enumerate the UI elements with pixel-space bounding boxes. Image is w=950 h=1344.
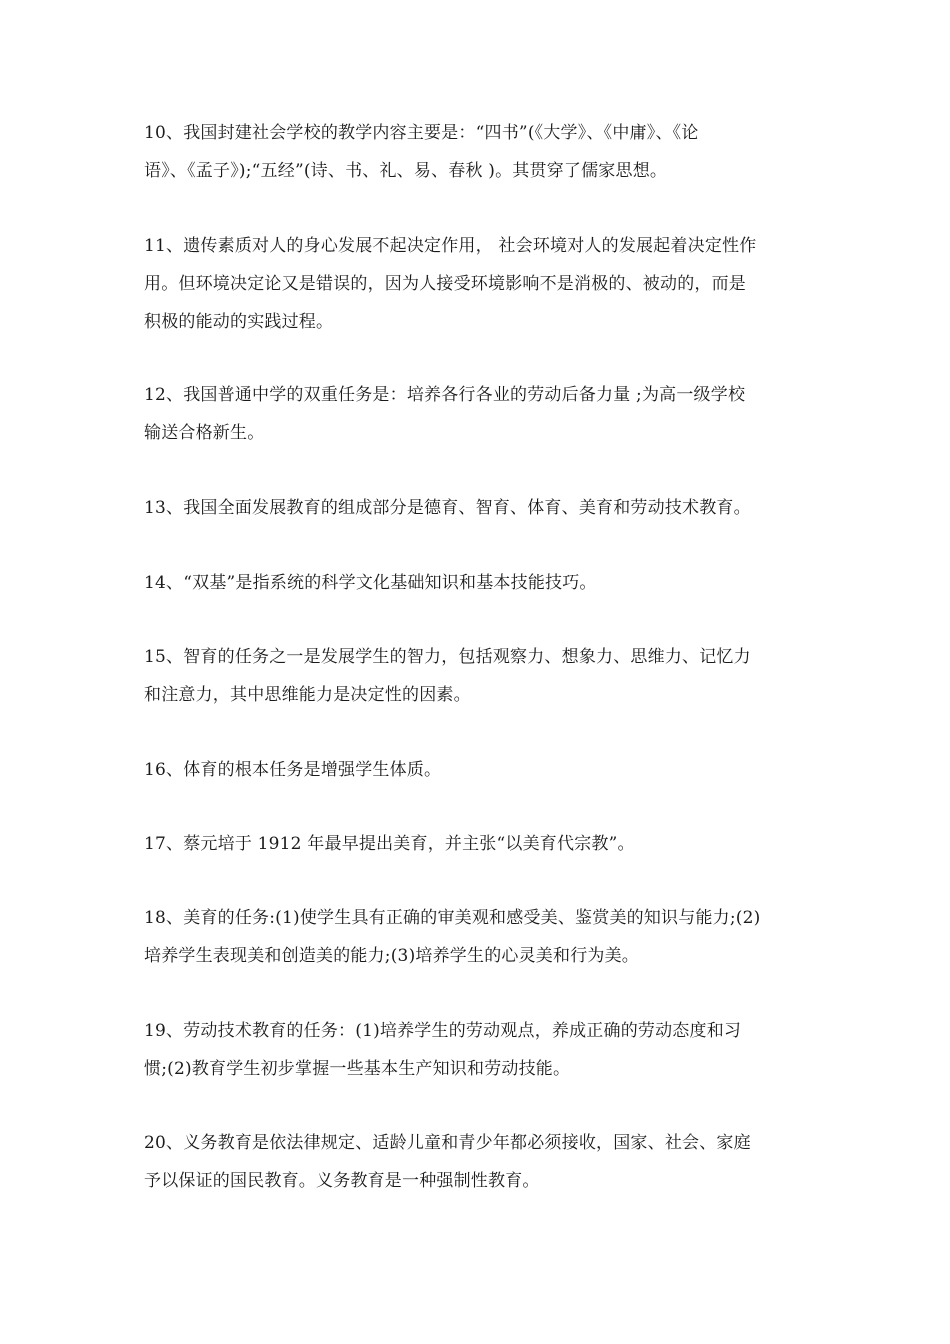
paragraph-line: 12、我国普通中学的双重任务是：培养各行各业的劳动后备力量 ;为高一级学校 xyxy=(144,385,746,405)
paragraph-line: 20、义务教育是依法律规定、适龄儿童和青少年都必须接收，国家、社会、家庭 xyxy=(144,1133,751,1153)
paragraph-11 xyxy=(144,227,816,341)
paragraph-line: 16、体育的根本任务是增强学生体质。 xyxy=(144,760,442,780)
paragraph-line: 予以保证的国民教育。义务教育是一种强制性教育。 xyxy=(144,1171,540,1191)
paragraph-line: 13、我国全面发展教育的组成部分是德育、智育、体育、美育和劳动技术教育。 xyxy=(144,498,751,518)
paragraph-line: 15、智育的任务之一是发展学生的智力，包括观察力、想象力、思维力、记忆力 xyxy=(144,647,751,667)
paragraph-14 xyxy=(144,564,816,602)
paragraph-line: 语》、《孟子》);“五经”(诗、书、礼、易、春秋 )。其贯穿了儒家思想。 xyxy=(144,161,668,181)
paragraph-line: 用。但环境决定论又是错误的，因为人接受环境影响不是消极的、被动的，而是 xyxy=(144,274,746,294)
paragraph-line: 输送合格新生。 xyxy=(144,423,265,443)
paragraph-19 xyxy=(144,1012,816,1088)
paragraph-10 xyxy=(144,114,816,190)
paragraph-12 xyxy=(144,376,816,452)
paragraph-line: 惯;(2)教育学生初步掌握一些基本生产知识和劳动技能。 xyxy=(144,1059,571,1079)
paragraph-line: 10、我国封建社会学校的教学内容主要是：“四书”(《大学》、《中庸》、《论 xyxy=(144,123,699,143)
paragraph-15 xyxy=(144,638,816,714)
paragraph-line: 积极的能动的实践过程。 xyxy=(144,312,334,332)
paragraph-line: 14、“双基”是指系统的科学文化基础知识和基本技能技巧。 xyxy=(144,573,597,593)
paragraph-20 xyxy=(144,1124,816,1200)
paragraph-line: 18、美育的任务:(1)使学生具有正确的审美观和感受美、鉴赏美的知识与能力;(2) xyxy=(144,908,761,928)
paragraph-line: 11、遗传素质对人的身心发展不起决定作用， 社会环境对人的发展起着决定性作 xyxy=(144,236,757,256)
paragraph-line: 和注意力，其中思维能力是决定性的因素。 xyxy=(144,685,471,705)
paragraph-18 xyxy=(144,899,816,975)
paragraph-line: 培养学生表现美和创造美的能力;(3)培养学生的心灵美和行为美。 xyxy=(144,946,640,966)
paragraph-line: 17、蔡元培于 1912 年最早提出美育，并主张“以美育代宗教”。 xyxy=(144,834,635,854)
paragraph-17 xyxy=(144,825,816,863)
paragraph-16 xyxy=(144,751,816,789)
paragraph-line: 19、劳动技术教育的任务：(1)培养学生的劳动观点，养成正确的劳动态度和习 xyxy=(144,1021,742,1041)
paragraph-13 xyxy=(144,489,816,527)
